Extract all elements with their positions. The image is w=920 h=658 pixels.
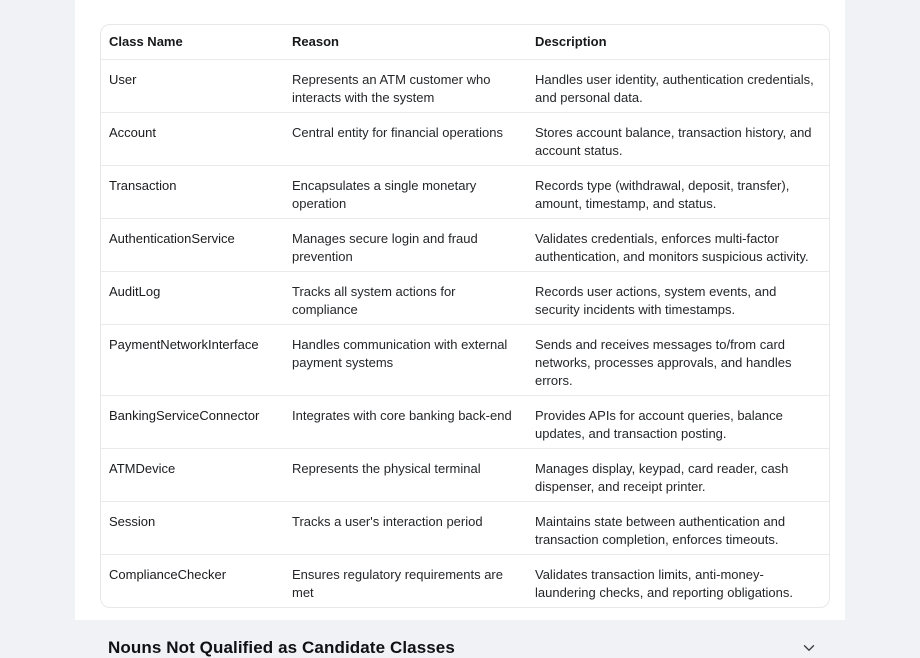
class-name-cell: Session [101,502,284,555]
reason-cell: Represents the physical terminal [284,449,527,502]
table-row [101,555,829,608]
reason-cell: Handles communication with external payment systems [284,325,527,396]
column-header-class-name: Class Name [109,34,183,49]
reason-cell: Integrates with core banking back-end [284,396,527,449]
description-cell: Validates transaction limits, anti-money-laundering checks, and reporting obligations. [527,555,829,608]
reason-cell: Ensures regulatory requirements are met [284,555,527,608]
class-name-cell: Account [101,113,284,166]
description-cell: Sends and receives messages to/from card networks, processes approvals, and handles errors. [527,325,829,396]
description-cell: Handles user identity, authentication credentials, and personal data. [527,60,829,113]
class-name-cell: AuthenticationService [101,219,284,272]
column-header-reason: Reason [292,34,339,49]
description-cell: Validates credentials, enforces multi-factor authentication, and monitors suspicious activity. [527,219,829,272]
description-cell: Records user actions, system events, and security incidents with timestamps. [527,272,829,325]
class-name-cell: BankingServiceConnector [101,396,284,449]
reason-cell: Represents an ATM customer who interacts with the system [284,60,527,113]
table-row [101,272,829,325]
chevron-down-icon [802,641,816,655]
content-card [75,0,845,657]
table-row [101,219,829,272]
reason-cell: Manages secure login and fraud prevention [284,219,527,272]
table-row [101,113,829,166]
table-row [101,166,829,219]
table-header-row [101,25,829,60]
description-cell: Maintains state between authentication and transaction completion, enforces timeouts. [527,502,829,555]
table-row [101,60,829,113]
class-name-cell: ComplianceChecker [101,555,284,608]
description-cell: Provides APIs for account queries, balance updates, and transaction posting. [527,396,829,449]
class-name-cell: AuditLog [101,272,284,325]
reason-cell: Encapsulates a single monetary operation [284,166,527,219]
section-title: Nouns Not Qualified as Candidate Classes [108,638,455,657]
reason-cell: Tracks all system actions for compliance [284,272,527,325]
table-row [101,325,829,396]
table-row [101,502,829,555]
candidate-classes-table [100,24,830,608]
description-cell: Records type (withdrawal, deposit, transfer), amount, timestamp, and status. [527,166,829,219]
nouns-not-qualified-section-header[interactable] [100,638,830,658]
reason-cell: Central entity for financial operations [284,113,527,166]
class-name-cell: Transaction [101,166,284,219]
class-name-cell: ATMDevice [101,449,284,502]
table-row [101,449,829,502]
reason-cell: Tracks a user's interaction period [284,502,527,555]
class-name-cell: User [101,60,284,113]
description-cell: Manages display, keypad, card reader, cash dispenser, and receipt printer. [527,449,829,502]
class-name-cell: PaymentNetworkInterface [101,325,284,396]
column-header-description: Description [535,34,607,49]
description-cell: Stores account balance, transaction history, and account status. [527,113,829,166]
table-row [101,396,829,449]
